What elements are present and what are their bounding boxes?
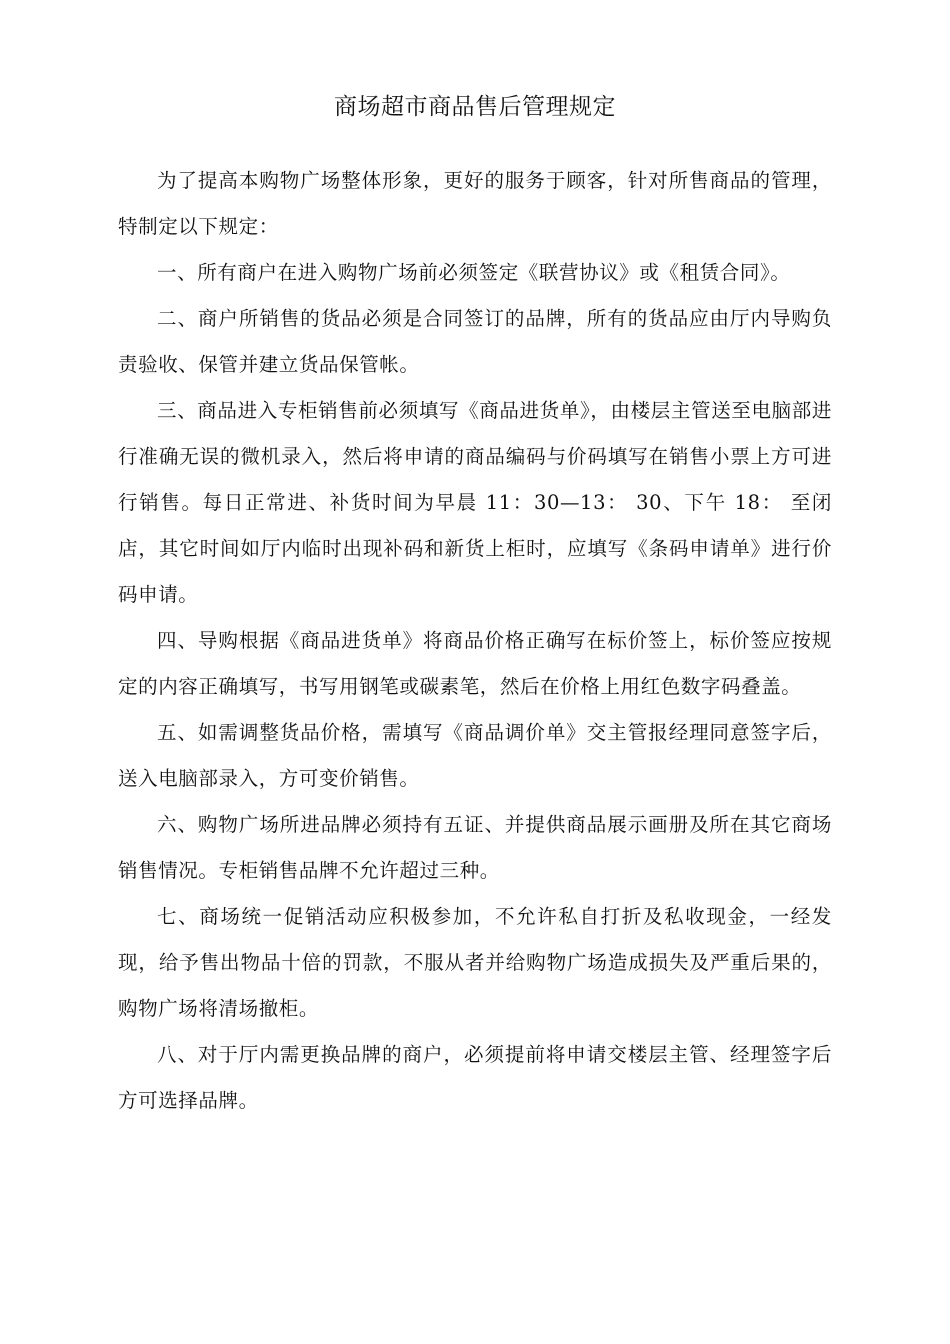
paragraph-rule-5: 五、如需调整货品价格，需填写《商品调价单》交主管报经理同意签字后，送入电脑部录入，方可变价销售。 [118,721,832,790]
paragraph-rule-7: 七、商场统一促销活动应积极参加，不允许私自打折及私收现金，一经发现，给予售出物品十倍的罚款，不服从者并给购物广场造成损失及严重后果的，购物广场将清场撤柜。 [118,905,832,1020]
paragraph-rule-3: 三、商品进入专柜销售前必须填写《商品进货单》，由楼层主管送至电脑部进行准确无误的微机录入，然后将申请的商品编码与价码填写在销售小票上方可进行销售。每日正常进、补货时间为早晨 11：30—13： 30、下午 18： 至闭店，其它时间如厅内临时出现补码和新货上柜时，应填写《条码申请单》进行价码申请。 [118,399,832,606]
document-title: 商场超市商品售后管理规定 [334,94,616,120]
paragraph-rule-1: 一、所有商户在进入购物广场前必须签定《联营协议》或《租赁合同》。 [157,261,791,284]
paragraph-rule-6: 六、购物广场所进品牌必须持有五证、并提供商品展示画册及所在其它商场销售情况。专柜销售品牌不允许超过三种。 [118,813,832,882]
paragraph-intro: 为了提高本购物广场整体形象，更好的服务于顾客，针对所售商品的管理，特制定以下规定： [118,169,832,238]
paragraph-rule-4: 四、导购根据《商品进货单》将商品价格正确写在标价签上，标价签应按规定的内容正确填写，书写用钢笔或碳素笔，然后在价格上用红色数字码叠盖。 [118,629,832,698]
paragraph-rule-8: 八、对于厅内需更换品牌的商户，必须提前将申请交楼层主管、经理签字后方可选择品牌。 [118,1043,832,1112]
paragraph-rule-2: 二、商户所销售的货品必须是合同签订的品牌，所有的货品应由厅内导购负责验收、保管并建立货品保管帐。 [118,307,832,376]
